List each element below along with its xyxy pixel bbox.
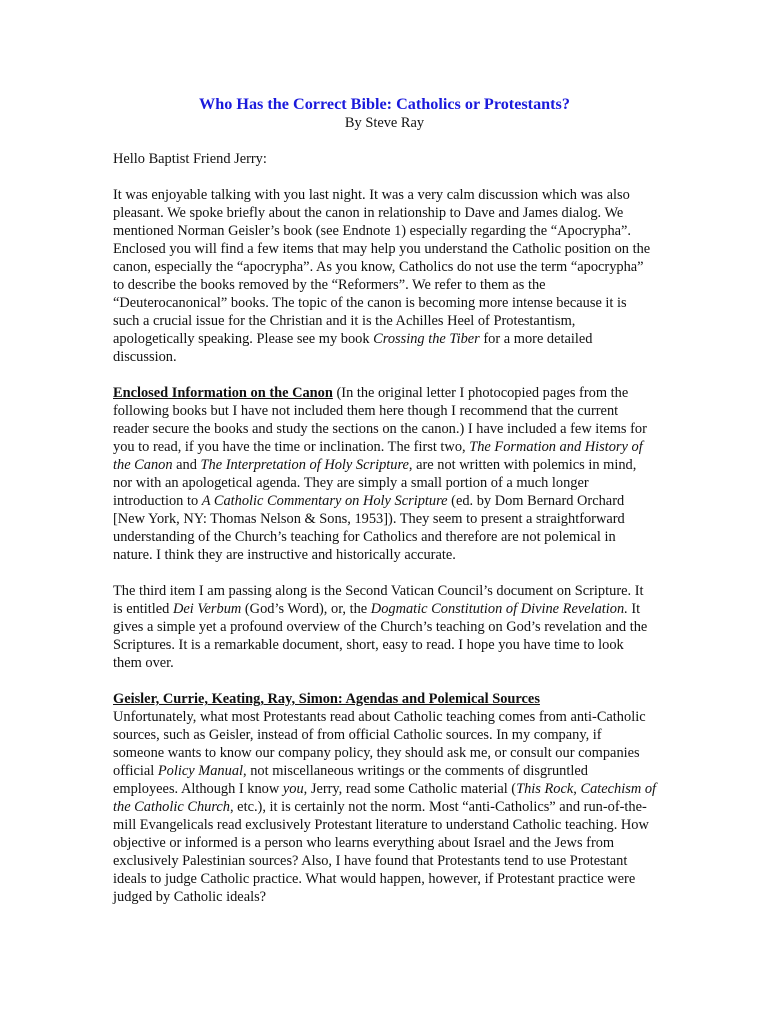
catechism-title: Catechism of the Catholic Church [113, 781, 657, 815]
magazine-title: This Rock [516, 781, 574, 797]
byline: By Steve Ray [344, 115, 425, 131]
paragraph-vatican [113, 582, 656, 672]
emphasis-you: you [282, 781, 304, 797]
vatican-text-c: It gives a simple yet a profound overview of the Church’s teaching on God’s revelation and the Scriptures. It is a remarkable document, short, easy to read. I hope you have time to look them over. [113, 601, 648, 671]
book-title: The Formation and History of the Canon [113, 439, 643, 473]
intro-end: for a more detailed discussion. [113, 331, 593, 365]
paragraph-intro [113, 186, 656, 366]
vatican-text-b: (God’s Word), or, the [241, 601, 371, 617]
book-title: The Interpretation of Holy Scripture [200, 457, 409, 473]
agendas-text-e: , etc.), it is certainly not the norm. Most “anti-Catholics” and run-of-the-mill Evangelicals read exclusively Protestant literature to understand Catholic teaching. How objective or informed is a person who learns everything about Israel and the Jews from exclusively Palestinian sources? Also, I have found that Protestants tend to use Protestant ideals to judge Catholic practice. What would happen, however, if Protestant practice were judged by Catholic ideals? [113, 799, 649, 905]
section-heading-agendas: Geisler, Currie, Keating, Ray, Simon: Agendas and Polemical Sources [113, 691, 540, 707]
document-name: Dei Verbum [172, 601, 242, 617]
canon-text-c: , are not written with polemics in mind, nor with an apologetical agenda. They are simply a small portion of a much longer introduction to [113, 457, 637, 509]
book-title: Crossing the Tiber [373, 331, 480, 347]
agendas-text-a: Unfortunately, what most Protestants read about Catholic teaching comes from anti-Catholic sources, such as Geisler, instead of from official Catholic sources. In my company, if someone wants to know our company policy, they should ask me, or consult our companies official [113, 709, 646, 779]
canon-text-d: (ed. by Dom Bernard Orchard [New York, NY: Thomas Nelson & Sons, 1953]). They seem to present a straightforward understanding of the Church’s teaching for Catholics and therefore are not polemical in nature. I think they are instructive and historically accurate. [113, 493, 625, 563]
vatican-text-a: The third item I am passing along is the Second Vatican Council’s document on Scripture. It is entitled [113, 583, 644, 617]
section-heading-canon: Enclosed Information on the Canon [113, 385, 333, 401]
manual-title: Policy Manual [157, 763, 244, 779]
agendas-text-b: , not miscellaneous writings or the comments of disgruntled employees. Although I know [113, 763, 588, 797]
intro-text: It was enjoyable talking with you last night. It was a very calm discussion which was also pleasant. We spoke briefly about the canon in relationship to Dave and James dialog. We mentioned Norman Geisler’s book (see Endnote 1) especially regarding the “Apocrypha”. Enclosed you will find a few items that may help you understand the Catholic position on the canon, especially the “apocrypha”. As you know, Catholics do not use the term “apocrypha” to describe the books removed by the “Reformers”. We refer to them as the “Deuterocanonical” books. The topic of the canon is becoming more intense because it is such a crucial issue for the Christian and it is the Achilles Heel of Protestantism, apologetically speaking. Please see my book [113, 187, 651, 347]
agendas-text-d: , [573, 781, 581, 797]
greeting: Hello Baptist Friend Jerry: [113, 151, 267, 167]
agendas-text-c: , Jerry, read some Catholic material ( [303, 781, 517, 797]
paragraph-agendas [113, 690, 656, 906]
section-agendas [113, 690, 656, 906]
book-title: A Catholic Commentary on Holy Scripture [201, 493, 448, 509]
canon-text-a: (In the original letter I photocopied pages from the following books but I have not included them here though I recommend that the current reader secure the books and study the sections on the canon.) I have included a few items for you to read, if you have the time or inclination. The first two, [113, 385, 647, 455]
document-name: Dogmatic Constitution of Divine Revelation. [370, 601, 628, 617]
document-title: Who Has the Correct Bible: Catholics or Protestants? [199, 95, 570, 113]
paragraph-canon [113, 384, 656, 564]
canon-text-b: and [172, 457, 201, 473]
